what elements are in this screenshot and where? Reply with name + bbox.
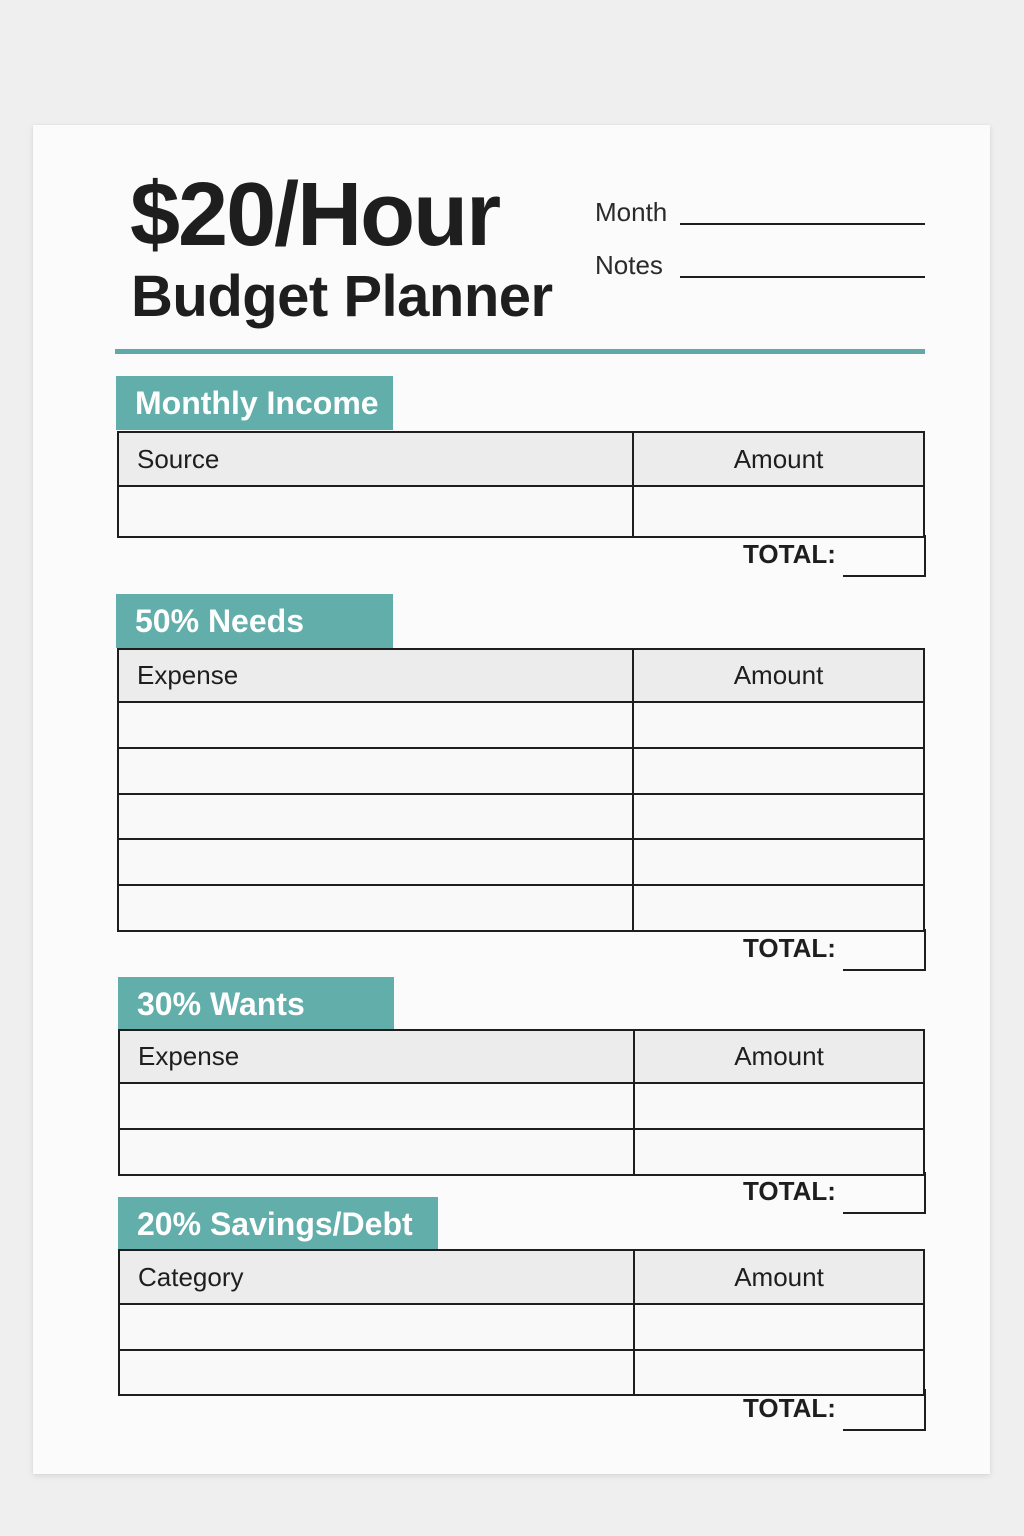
amount-cell[interactable] (634, 749, 923, 793)
amount-cell[interactable] (634, 703, 923, 747)
expense-cell[interactable] (119, 749, 634, 793)
total-input-line[interactable] (843, 1389, 926, 1431)
total-input-line[interactable] (843, 929, 926, 971)
section-tab-wants: 30% Wants (118, 977, 394, 1031)
total-label: TOTAL: (743, 933, 836, 963)
amount-cell[interactable] (635, 1305, 923, 1349)
amount-cell[interactable] (634, 840, 923, 884)
table-header-row (119, 650, 923, 701)
month-field (595, 195, 925, 225)
amount-cell[interactable] (634, 487, 923, 536)
amount-cell[interactable] (635, 1130, 923, 1174)
category-cell[interactable] (120, 1351, 635, 1394)
needs-total (740, 929, 926, 971)
source-cell[interactable] (119, 487, 634, 536)
category-cell[interactable] (120, 1305, 635, 1349)
table-header-row (120, 1251, 923, 1303)
table-row (120, 1303, 923, 1349)
amount-cell[interactable] (635, 1084, 923, 1128)
notes-label: Notes (595, 250, 663, 280)
table-row (119, 747, 923, 793)
notes-field (595, 248, 925, 278)
page-title: $20/Hour (130, 165, 500, 265)
table-row (119, 701, 923, 747)
expense-cell[interactable] (119, 703, 634, 747)
column-header-amount: Amount (634, 650, 923, 701)
column-header-expense: Expense (119, 650, 634, 701)
amount-cell[interactable] (634, 795, 923, 838)
header-divider (115, 349, 925, 354)
total-label: TOTAL: (743, 1176, 836, 1206)
table-row (119, 838, 923, 884)
amount-cell[interactable] (634, 886, 923, 930)
section-tab-monthly-income: Monthly Income (116, 376, 393, 430)
amount-cell[interactable] (635, 1351, 923, 1394)
needs-table (117, 648, 925, 932)
table-row (119, 793, 923, 838)
table-row (120, 1128, 923, 1174)
notes-input-line[interactable] (680, 256, 925, 278)
expense-cell[interactable] (120, 1084, 635, 1128)
column-header-source: Source (119, 433, 634, 485)
page-subtitle: Budget Planner (131, 264, 553, 329)
expense-cell[interactable] (120, 1130, 635, 1174)
section-tab-needs: 50% Needs (116, 594, 393, 648)
total-label: TOTAL: (743, 1393, 836, 1423)
expense-cell[interactable] (119, 886, 634, 930)
total-input-line[interactable] (843, 1172, 926, 1214)
section-tab-savings-debt: 20% Savings/Debt (118, 1197, 438, 1251)
table-header-row (119, 433, 923, 485)
total-label: TOTAL: (743, 539, 836, 569)
column-header-category: Category (120, 1251, 635, 1303)
month-label: Month (595, 197, 668, 227)
table-row (120, 1349, 923, 1394)
column-header-amount: Amount (635, 1031, 923, 1082)
total-input-line[interactable] (843, 535, 926, 577)
income-total (740, 535, 926, 577)
table-row (119, 485, 923, 536)
column-header-expense: Expense (120, 1031, 635, 1082)
table-header-row (120, 1031, 923, 1082)
income-table (117, 431, 925, 538)
table-row (120, 1082, 923, 1128)
expense-cell[interactable] (119, 840, 634, 884)
column-header-amount: Amount (634, 433, 923, 485)
savings-debt-table (118, 1249, 925, 1396)
month-input-line[interactable] (680, 203, 925, 225)
wants-table (118, 1029, 925, 1176)
savings-debt-total (740, 1389, 926, 1431)
wants-total (740, 1172, 926, 1214)
column-header-amount: Amount (635, 1251, 923, 1303)
expense-cell[interactable] (119, 795, 634, 838)
table-row (119, 884, 923, 930)
